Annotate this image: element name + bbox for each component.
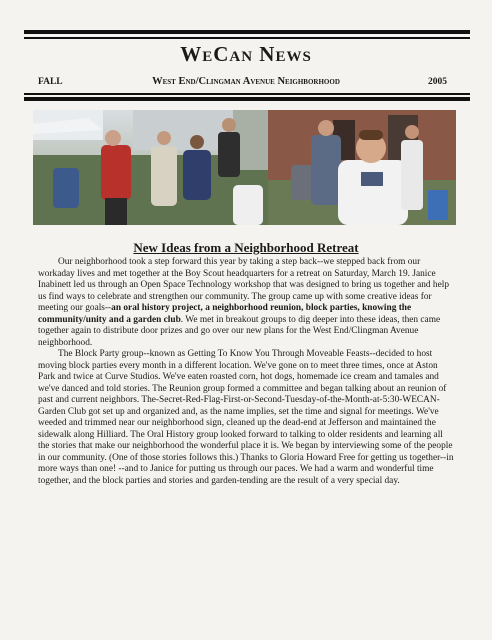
issue-year: 2005 <box>428 77 447 87</box>
top-rule-thick <box>24 30 470 34</box>
article-paragraph-1 <box>38 257 454 349</box>
neighborhood-subtitle: West End/Clingman Avenue Neighborhood <box>152 76 340 87</box>
paragraph-1-conclusion: . We met in breakout groups to dig deeper into these ideas, then came together again to distribute door prizes and go over our new plans for the West End/Clingman Avenue neighborhood. <box>38 314 441 348</box>
mid-rule-thick <box>24 97 470 101</box>
article-headline: New Ideas from a Neighborhood Retreat <box>133 240 359 255</box>
article-paragraph-2: The Block Party group--known as Getting To Know You Through Moveable Feasts--decided to host moving block parties every month in a different location. We've gone on to meet three times, once at Aston Park and twice at Curve Studios. We've eaten roasted corn, hot dogs, homemade ice cream and tamales and we've danced and told stories. The Reunion group formed a committee and began talking about an reunion of past and current neighbors. The-Secret-Red-Flag-First-or-Second-Tuesday-of-the-Month-at-5:30-WECAN-Garden Club got set up and organized and, as the name implies, set the time and signal for meetings. We've weeded and trimmed near our neighborhood sign, cleaned up the dead-end at Jefferson and maintained the sidewalk along Hilliard. The Oral History group looked forward to talking to older residents and learning all the stories that make our neighborhood the wonderful place it is. We began by interviewing some of the people in our community. (One of those stories follows this.) Thanks to Gloria Howard Free for getting us together--in more ways than one! --and to Janice for putting us through our paces. We had a warm and wonderful time together, and the block parties and stories and garden-tending are the result of a very special day. <box>38 349 454 486</box>
season-label: FALL <box>38 77 63 87</box>
top-rule-thin <box>24 37 470 39</box>
newsletter-title: WeCan News <box>180 42 312 66</box>
retreat-photo-banner <box>33 110 456 225</box>
paragraph-1-intro: Our neighborhood took a step forward this year by taking a step back--we stepped back from our workaday lives and met together at the Boy Scout headquarters for a retreat on Saturday, March 19. Janice Inabinett led us through an Open Space Technology workshop that was designed to bring us together and help us find ways to celebrate and strengthen our community. The group came up with some creative ideas for meeting our goals-- <box>38 257 449 313</box>
paragraph-1-goals: an oral history project, a neighborhood reunion, block parties, knowing the community/unity and a garden club <box>38 303 412 325</box>
mid-rule-thin <box>24 93 470 95</box>
article-body <box>38 257 454 487</box>
